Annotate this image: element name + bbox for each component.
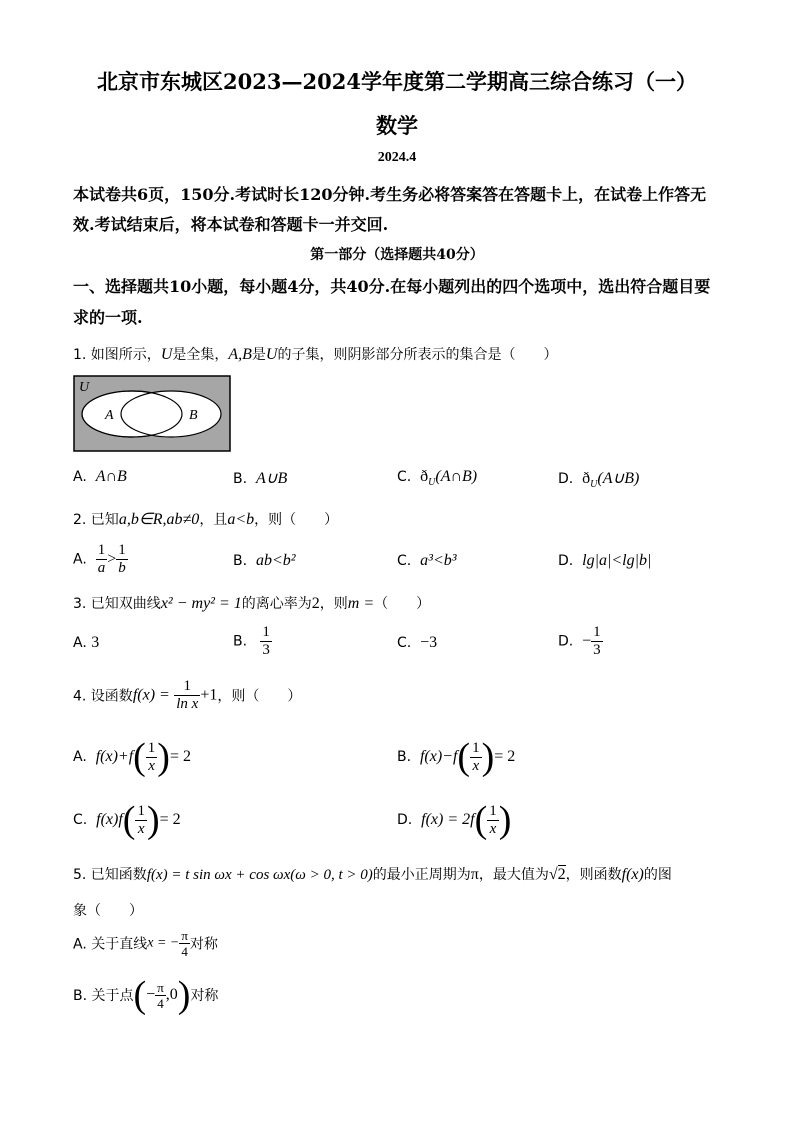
q2-option-a[interactable]: A. $\frac{1}{a}$ > $\frac{1}{b}$ — [73, 542, 126, 576]
q5-option-a[interactable]: A. 关于直线x = − $\frac{\pi}{4}$ 对称 — [73, 928, 218, 959]
question-4: 4. 设函数f(x) = $\frac{1}{\text{ln x}}$ +1，则（ ） — [73, 678, 302, 712]
q3-option-d[interactable]: D. − $\frac{1}{3}$ — [558, 624, 601, 658]
q4-option-d[interactable]: D. f(x) = 2f( $\frac{1}{x}$ ) — [397, 799, 512, 841]
exam-subject: 数学 — [376, 113, 418, 138]
q1-option-a[interactable]: A. A∩B — [73, 468, 127, 485]
q4-option-a[interactable]: A. f(x)+f( $\frac{1}{x}$ )= 2 — [73, 736, 191, 778]
instructions-line-2: 效.考试结束后，将本试卷和答题卡一并交回. — [73, 215, 389, 234]
q3-option-a[interactable]: A. 3 — [73, 634, 100, 651]
q1-option-c[interactable]: C. $ð_U(A\cap B)$ — [397, 468, 478, 488]
section-instructions-line-2: 求的一项. — [73, 308, 143, 327]
q1-option-b[interactable]: B. A∪B — [233, 470, 288, 487]
q3-option-b[interactable]: B. $\frac{1}{3}$ — [233, 624, 270, 658]
q4-option-c[interactable]: C. f(x)f( $\frac{1}{x}$ )= 2 — [73, 799, 181, 841]
q2-option-d[interactable]: D. lg|a|<lg|b| — [558, 552, 652, 569]
question-1: 1. 如图所示，U是全集，A,B是U的子集，则阴影部分所表示的集合是（ ） — [73, 346, 558, 363]
question-5: 5. 已知函数f(x) = t sin ωx + cos ωx(ω > 0, t > 0)的最小正周期为π，最大值为√2，则函数f(x)的图 — [73, 866, 672, 883]
venn-label-a: A — [105, 408, 114, 423]
q5-option-b[interactable]: B. 关于点(− $\frac{\pi}{4}$ ,0)对称 — [73, 974, 219, 1016]
venn-label-u: U — [79, 380, 90, 395]
set-b-ellipse — [121, 391, 221, 437]
exam-date: 2024.4 — [377, 150, 417, 165]
question-5-line-2: 象（ ） — [73, 903, 143, 919]
question-3: 3. 已知双曲线x² − my² = 1的离心率为2，则m =（ ） — [73, 595, 431, 612]
part1-heading: 第一部分（选择题共40分） — [310, 247, 484, 263]
question-2: 2. 已知a,b∈R,ab≠0，且a<b，则（ ） — [73, 511, 339, 528]
exam-title: 北京市东城区2023—2024学年度第二学期高三综合练习（一） — [97, 69, 697, 94]
venn-label-b: B — [189, 408, 198, 423]
q2-option-c[interactable]: C. a³<b³ — [397, 552, 457, 569]
q2-option-b[interactable]: B. ab<b² — [233, 552, 296, 569]
q4-option-b[interactable]: B. f(x)−f( $\frac{1}{x}$ )= 2 — [397, 736, 516, 778]
q1-option-d[interactable]: D. $ð_U(A\cup B)$ — [558, 470, 640, 490]
q3-option-c[interactable]: C. −3 — [397, 634, 438, 651]
venn-diagram — [73, 375, 231, 452]
section-instructions-line-1: 一、选择题共10小题，每小题4分，共40分.在每小题列出的四个选项中，选出符合题目要 — [73, 277, 711, 296]
instructions-line-1: 本试卷共6页，150分.考试时长120分钟.考生务必将答案答在答题卡上，在试卷上作答无 — [73, 185, 707, 204]
